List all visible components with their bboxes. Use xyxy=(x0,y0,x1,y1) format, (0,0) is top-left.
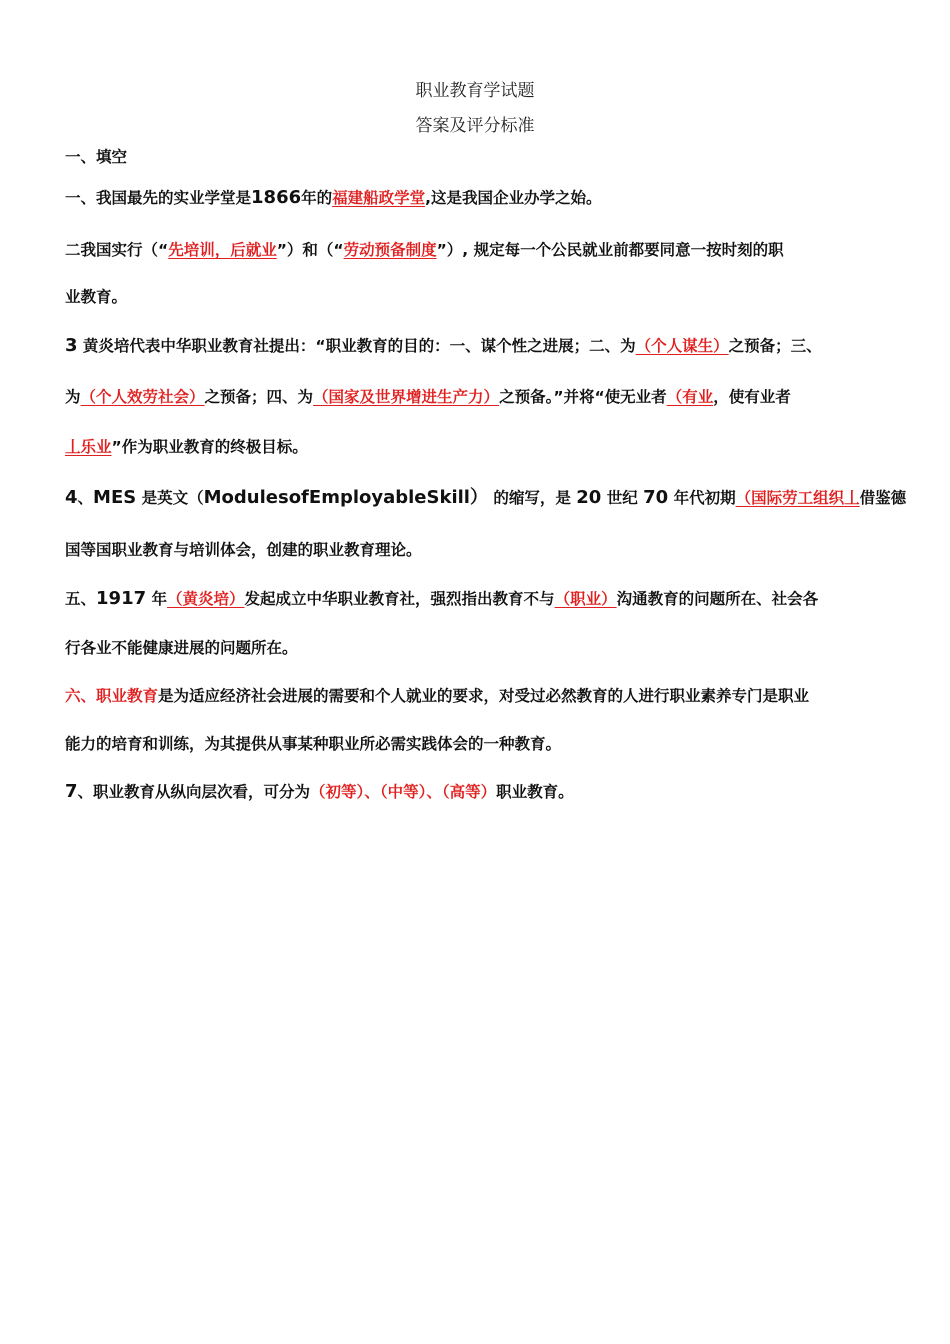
answer-5b: （职业） xyxy=(554,590,617,608)
question-3-line-1: 3 黄炎培代表中华职业教育社提出：“职业教育的目的：一、谋个性之进展；二、为（个人谋生）之预备；三、 xyxy=(65,335,822,356)
answer-3d: （有业 xyxy=(666,388,714,406)
answer-2a: 先培训，后就业 xyxy=(168,241,277,259)
page-title: 职业教育学试题 xyxy=(415,81,535,101)
section-heading: 一、填空 xyxy=(65,148,128,166)
answer-3b: （个人效劳社会） xyxy=(80,388,205,406)
page-subtitle: 答案及评分标准 xyxy=(415,116,535,136)
question-4-line-1: 4、MES 是英文（ModulesofEmployableSkill） 的缩写，是 20 世纪 70 年代初期（国际劳工组织丄借鉴德 xyxy=(65,487,907,508)
answer-4: （国际劳工组织丄 xyxy=(735,489,860,507)
answer-3c: （国家及世界增进生产力） xyxy=(313,388,500,406)
question-3-line-3: 丄乐业”作为职业教育的终极目标。 xyxy=(65,438,308,456)
question-1: 一、我国最先的实业学堂是1866年的福建船政学堂,这是我国企业办学之始。 xyxy=(65,187,602,208)
question-4-line-2: 国等国职业教育与培训体会，创建的职业教育理论。 xyxy=(65,541,422,559)
question-5-line-1: 五、1917 年（黄炎培）发起成立中华职业教育社，强烈指出教育不与（职业）沟通教育的问题所在、社会各 xyxy=(65,588,819,609)
question-6-line-1: 六、职业教育是为适应经济社会进展的需要和个人就业的要求，对受过必然教育的人进行职业素养专门是职业 xyxy=(65,687,810,705)
question-7: 7、职业教育从纵向层次看，可分为（初等）、（中等）、（高等）职业教育。 xyxy=(65,781,574,802)
question-6-line-2: 能力的培育和训练，为其提供从事某种职业所必需实践体会的一种教育。 xyxy=(65,735,562,753)
answer-3a: （个人谋生） xyxy=(635,337,729,355)
answer-5a: （黄炎培） xyxy=(167,590,245,608)
question-2-line-2: 业教育。 xyxy=(65,288,128,306)
question-5-line-2: 行各业不能健康进展的问题所在。 xyxy=(65,639,298,657)
answer-7b: （中等） xyxy=(379,783,427,801)
question-2-line-1: 二我国实行（“先培训，后就业”）和（“劳动预备制度”）, 规定每一个公民就业前都要同意一按时刻的职 xyxy=(65,241,784,259)
answer-7a: （初等） xyxy=(310,783,365,801)
answer-6: 六、职业教育 xyxy=(65,687,159,705)
answer-3e: 丄乐业 xyxy=(65,438,112,456)
question-3-line-2: 为（个人效劳社会）之预备；四、为（国家及世界增进生产力）之预备。”并将“使无业者（有业，使有业者 xyxy=(65,388,791,406)
answer-2b: 劳动预备制度 xyxy=(343,241,437,259)
answer-7c: （高等） xyxy=(441,783,497,801)
answer-1: 福建船政学堂 xyxy=(332,189,426,207)
